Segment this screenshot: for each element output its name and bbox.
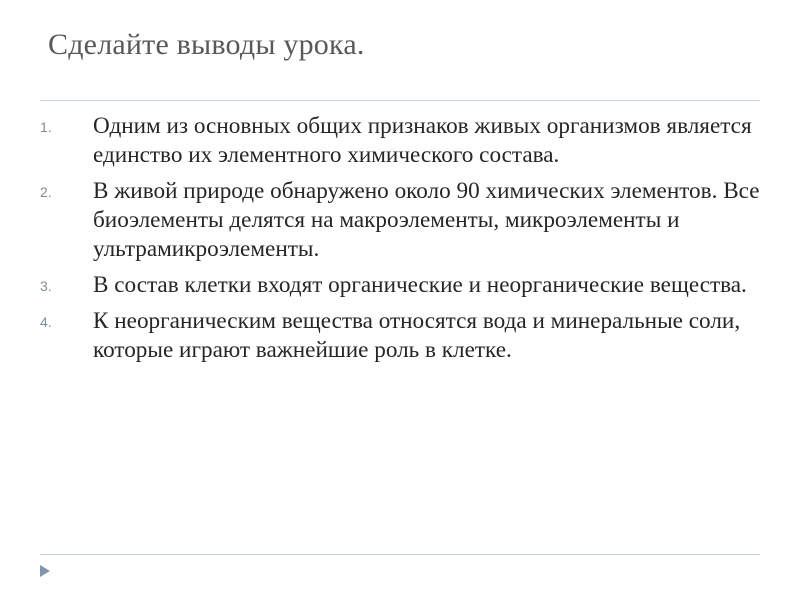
list-item-text: В живой природе обнаружено около 90 химических элементов. Все биоэлементы делятся на макроэлементы, микроэлементы и ультрамикроэлементы. (93, 178, 760, 262)
list-item-text: К неорганическим вещества относятся вода и минеральные соли, которые играют важнейшие роль в клетке. (93, 308, 741, 363)
list-item-text: В состав клетки входят органические и неорганические вещества. (93, 272, 747, 298)
list-item (40, 112, 760, 170)
list-item-number: 3. (40, 278, 52, 294)
list-item-number: 2. (40, 184, 52, 200)
list-item-text: Одним из основных общих признаков живых организмов является единство их элементного химического состава. (93, 113, 752, 168)
list-item-number: 1. (40, 119, 52, 135)
conclusions-list (40, 112, 760, 372)
list-item-number: 4. (40, 314, 52, 330)
list-item (40, 307, 760, 365)
bottom-divider (40, 554, 760, 555)
list-item (40, 177, 760, 264)
triangle-right-icon (40, 565, 50, 577)
top-divider (40, 100, 760, 101)
slide-title: Сделайте выводы урока. (48, 28, 365, 61)
list-item (40, 271, 760, 300)
